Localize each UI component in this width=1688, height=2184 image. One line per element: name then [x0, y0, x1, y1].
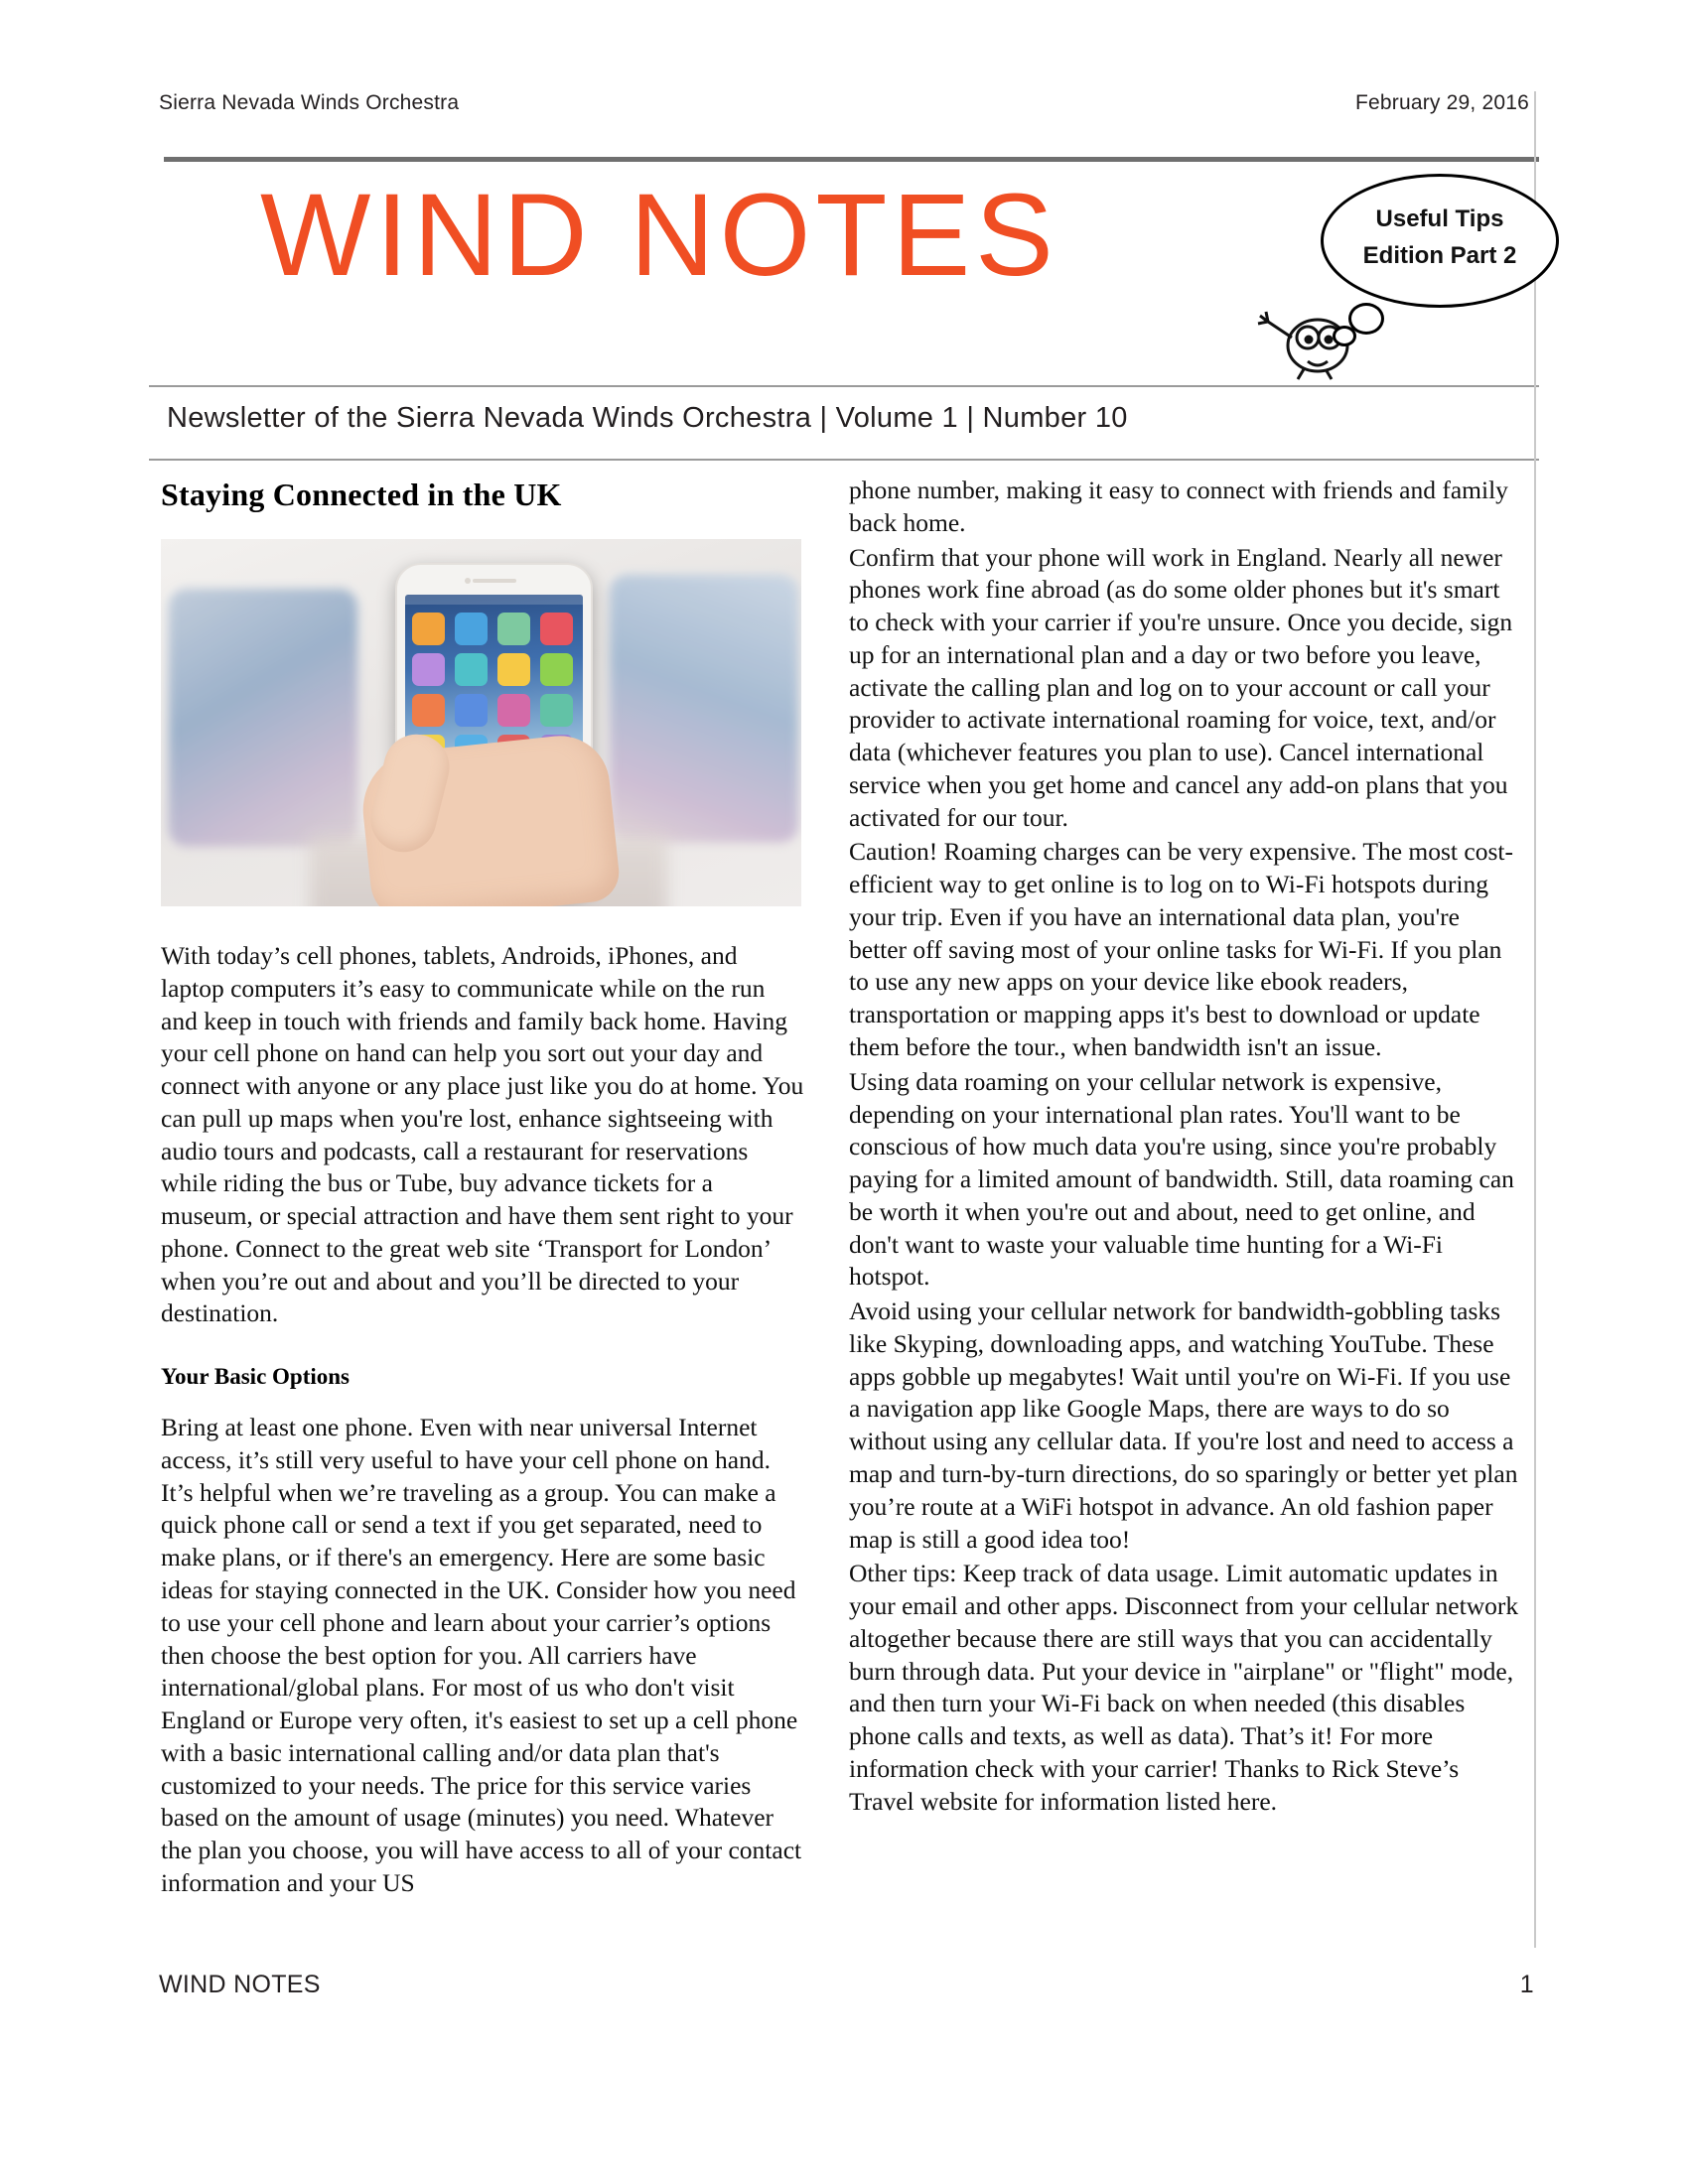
- paragraph: Caution! Roaming charges can be very expensive. The most cost-efficient way to get online is to log on to Wi-Fi hotspots during your trip. Even if you have an international data plan, you're better off saving most of your online tasks for Wi-Fi. If you plan to use any new apps on your device like ebook readers, transportation or mapping apps it's best to download or update them before the tour., when bandwidth isn't an issue.: [849, 837, 1513, 1062]
- article-title: Staying Connected in the UK: [161, 477, 562, 512]
- footer-title: WIND NOTES: [159, 1971, 321, 1998]
- issue-date: February 29, 2016: [1354, 91, 1529, 114]
- phone-camera: [465, 578, 471, 584]
- app-icon: [497, 653, 530, 686]
- paragraph: Bring at least one phone. Even with near universal Internet access, it’s still very useful to have your cell phone on hand. It’s helpful when we’re traveling as a group. You can make a quick phone call or send a text if you get separated, need to make plans, or if there's an emergency. Here are some basic ideas for staying connected in the UK. Consider how you need to use your cell phone and learn about your carrier’s options then choose the best option for you. All carriers have international/global plans. For most of us who don't visit England or Europe very often, it's easiest to set up a cell phone with a basic international calling and/or data plan that's customized to your needs. The price for this service varies based on the amount of usage (minutes) you need. Whatever the plan you choose, you will have access to all of your contact information and your US: [161, 1413, 802, 1897]
- app-icon: [497, 613, 530, 645]
- paragraph: Confirm that your phone will work in England. Nearly all newer phones work fine abroad (as do some older phones but it's smart to check with your carrier if you're unsure. Once you decide, sign up for an international plan and a day or two before you leave, activate the calling plan and log on to your account or call your provider to activate international roaming for voice, text, and/or data (whichever features you plan to use). Cancel international service when you get home and cancel any add-on plans that you activated for our tour.: [849, 542, 1513, 832]
- subtitle-rule-top: [149, 385, 1539, 387]
- masthead-row: [159, 91, 1529, 115]
- background-phone-left: [169, 589, 357, 847]
- left-column: [161, 477, 806, 1902]
- speech-bubble-tail-small: [1333, 326, 1356, 346]
- app-icon: [497, 694, 530, 727]
- app-icon: [455, 613, 488, 645]
- hand-holding-iphone-photo: [161, 539, 801, 906]
- phone-speaker: [473, 579, 516, 583]
- phone-status-bar: [405, 595, 583, 605]
- app-icon: [540, 694, 573, 727]
- app-icon: [540, 653, 573, 686]
- background-phone-right: [610, 575, 798, 843]
- header-divider-thick: [164, 157, 1539, 162]
- paragraph: With today’s cell phones, tablets, Androids, iPhones, and laptop computers it’s easy to communicate while on the run and keep in touch with friends and family back home. Having your cell phone on hand can help you sort out your day and connect with anyone or any place just like you do at home. You can pull up maps when you're lost, enhance sightseeing with audio tours and podcasts, call a restaurant for reservations while riding the bus or Tube, buy advance tickets for a museum, or special attraction and have them sent right to your phone. Connect to the great web site ‘Transport for London’ when you’re out and about and you’ll be directed to your destination.: [161, 941, 804, 1328]
- page-footer: [159, 1971, 1534, 1999]
- subtitle-rule-bottom: [149, 459, 1539, 461]
- app-icon: [412, 694, 445, 727]
- paragraph: Avoid using your cellular network for bandwidth-gobbling tasks like Skyping, downloading apps, and watching YouTube. These apps gobble up megabytes! Wait until you're on Wi-Fi. If you use a navigation app like Google Maps, there are ways to do so without using any cellular data. If you're lost and need to access a map and turn-by-turn directions, do so sparingly or better yet plan you’re route at a WiFi hotspot in advance. An old fashion paper map is still a good idea too!: [849, 1297, 1518, 1554]
- organization-name: Sierra Nevada Winds Orchestra: [159, 91, 460, 114]
- badge-line-1: Useful Tips: [1375, 205, 1504, 232]
- app-icon: [412, 653, 445, 686]
- app-icon: [412, 613, 445, 645]
- paragraph: Using data roaming on your cellular network is expensive, depending on your international plan rates. You'll want to be conscious of how much data you're using, since you're probably paying for a limited amount of bandwidth. Still, data roaming can be worth it when you're out and about, need to get online, and don't want to waste your valuable time hunting for a Wi-Fi hotspot.: [849, 1066, 1514, 1292]
- app-icon: [455, 653, 488, 686]
- wordmark-title: WIND NOTES: [260, 170, 1058, 301]
- app-icon: [455, 694, 488, 727]
- page-right-border: [1534, 91, 1536, 1948]
- newsletter-subtitle: Newsletter of the Sierra Nevada Winds Orchestra | Volume 1 | Number 10: [167, 402, 1128, 434]
- section-subhead: Your Basic Options: [161, 1364, 351, 1390]
- app-icon: [540, 613, 573, 645]
- page-number: 1: [1519, 1971, 1534, 1998]
- badge-line-2: Edition Part 2: [1362, 242, 1517, 270]
- paragraph: Other tips: Keep track of data usage. Limit automatic updates in your email and other apps. Disconnect from your cellular network altogether because there are still ways that you can accidentally burn through data. Put your device in "airplane" or "flight" mode, and then turn your Wi-Fi back on when needed (this disables phone calls and texts, as well as data). That’s it! For more information check with your carrier! Thanks to Rick Steve’s Travel website for information listed here.: [849, 1559, 1519, 1816]
- paragraph: phone number, making it easy to connect with friends and family back home.: [849, 476, 1508, 537]
- right-column: [849, 475, 1519, 1820]
- useful-tips-badge: [1321, 174, 1559, 308]
